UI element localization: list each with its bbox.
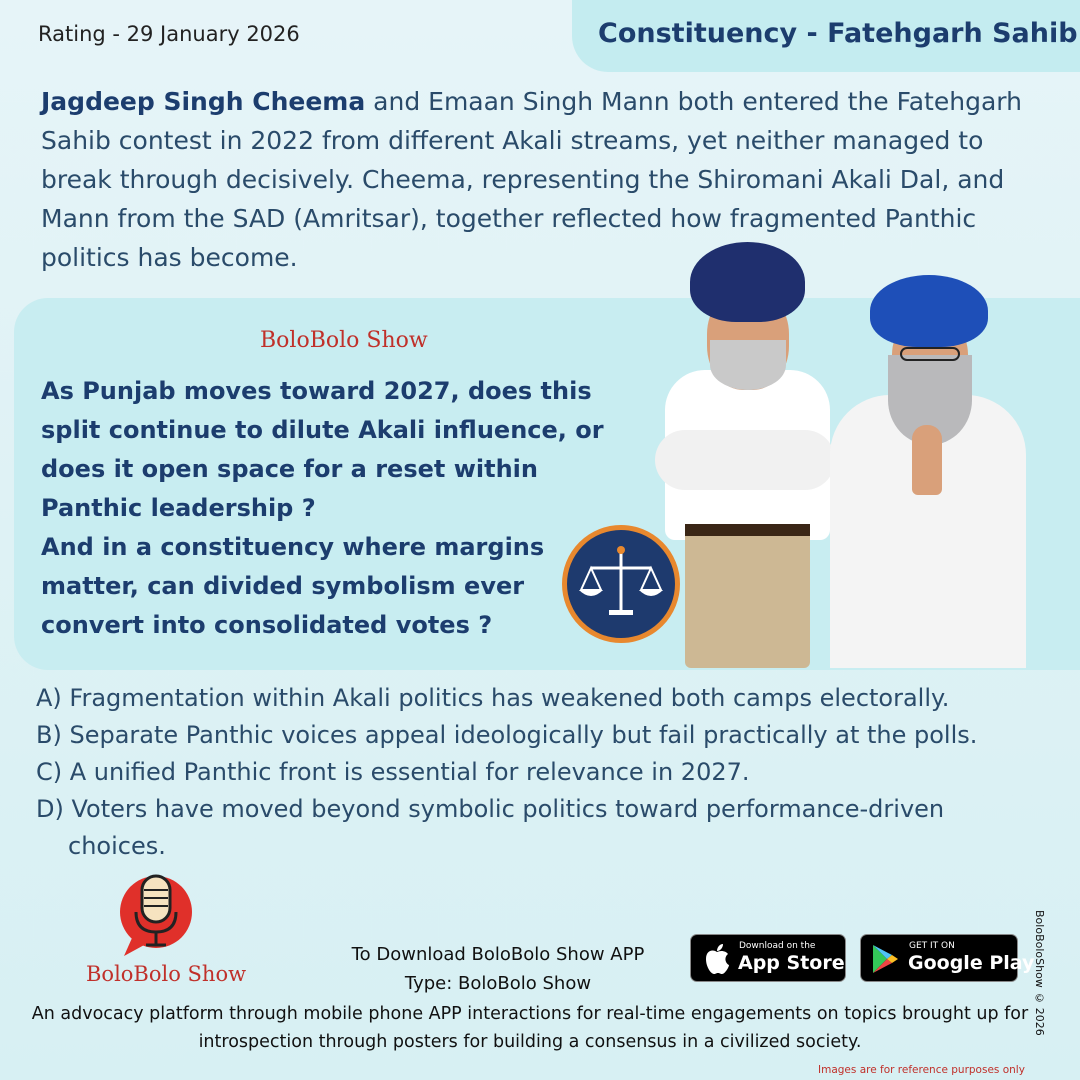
option-a[interactable]: A) Fragmentation within Akali politics has weakened both camps electorally. — [36, 684, 950, 712]
rating-date: Rating - 29 January 2026 — [38, 22, 300, 46]
candidate-photo-1 — [655, 240, 835, 668]
intro-paragraph — [41, 82, 1041, 277]
apple-icon — [703, 943, 731, 975]
download-instructions — [330, 940, 666, 998]
question-1: As Punjab moves toward 2027, does this split continue to dilute Akali influence, or does it open space for a reset within Panthic leadership ? — [41, 377, 604, 522]
google-play-small-text: GET IT ON — [909, 941, 955, 951]
copyright-text: BoloBoloShow © 2026 — [1033, 910, 1046, 1036]
google-play-icon — [871, 944, 899, 974]
candidate-name: Jagdeep Singh Cheema — [41, 87, 366, 116]
brand-logo-text: BoloBolo Show — [260, 328, 428, 353]
download-line-2: Type: BoloBolo Show — [404, 973, 592, 994]
image-disclaimer: Images are for reference purposes only — [818, 1064, 1025, 1076]
microphone-logo-icon — [116, 868, 196, 960]
option-c[interactable]: C) A unified Panthic front is essential for relevance in 2027. — [36, 758, 750, 786]
answer-options — [36, 680, 1066, 865]
app-store-label: App Store — [738, 952, 845, 974]
option-b[interactable]: B) Separate Panthic voices appeal ideologically but fail practically at the polls. — [36, 721, 978, 749]
app-store-small-text: Download on the — [739, 941, 816, 951]
candidate-photo-2 — [830, 275, 1026, 668]
question-text — [41, 372, 631, 645]
scale-emblem-icon — [562, 525, 680, 643]
google-play-label: Google Play — [908, 952, 1035, 974]
intro-text: and Emaan Singh Mann both entered the Fatehgarh Sahib contest in 2022 from different Akali streams, yet neither managed to break through decisively. Cheema, representing the Shiromani Akali Dal, and Mann from the SAD (Amritsar), together reflected how fragmented Panthic politics has become. — [41, 87, 1022, 272]
download-line-1: To Download BoloBolo Show APP — [351, 944, 645, 965]
option-d[interactable]: D) Voters have moved beyond symbolic politics toward performance-driven — [36, 795, 945, 823]
option-d-continued[interactable]: choices. — [68, 832, 166, 860]
platform-description: An advocacy platform through mobile phone APP interactions for real-time engagements on topics brought up for introspection through posters for building a consensus in a civilized society. — [31, 1004, 1029, 1052]
constituency-title: Constituency - Fatehgarh Sahib — [598, 18, 1078, 49]
brand-name-bottom: BoloBolo Show — [86, 962, 247, 986]
app-store-button[interactable] — [690, 934, 846, 982]
google-play-button[interactable] — [860, 934, 1035, 982]
question-2: And in a constituency where margins matter, can divided symbolism ever convert into consolidated votes ? — [41, 533, 545, 639]
